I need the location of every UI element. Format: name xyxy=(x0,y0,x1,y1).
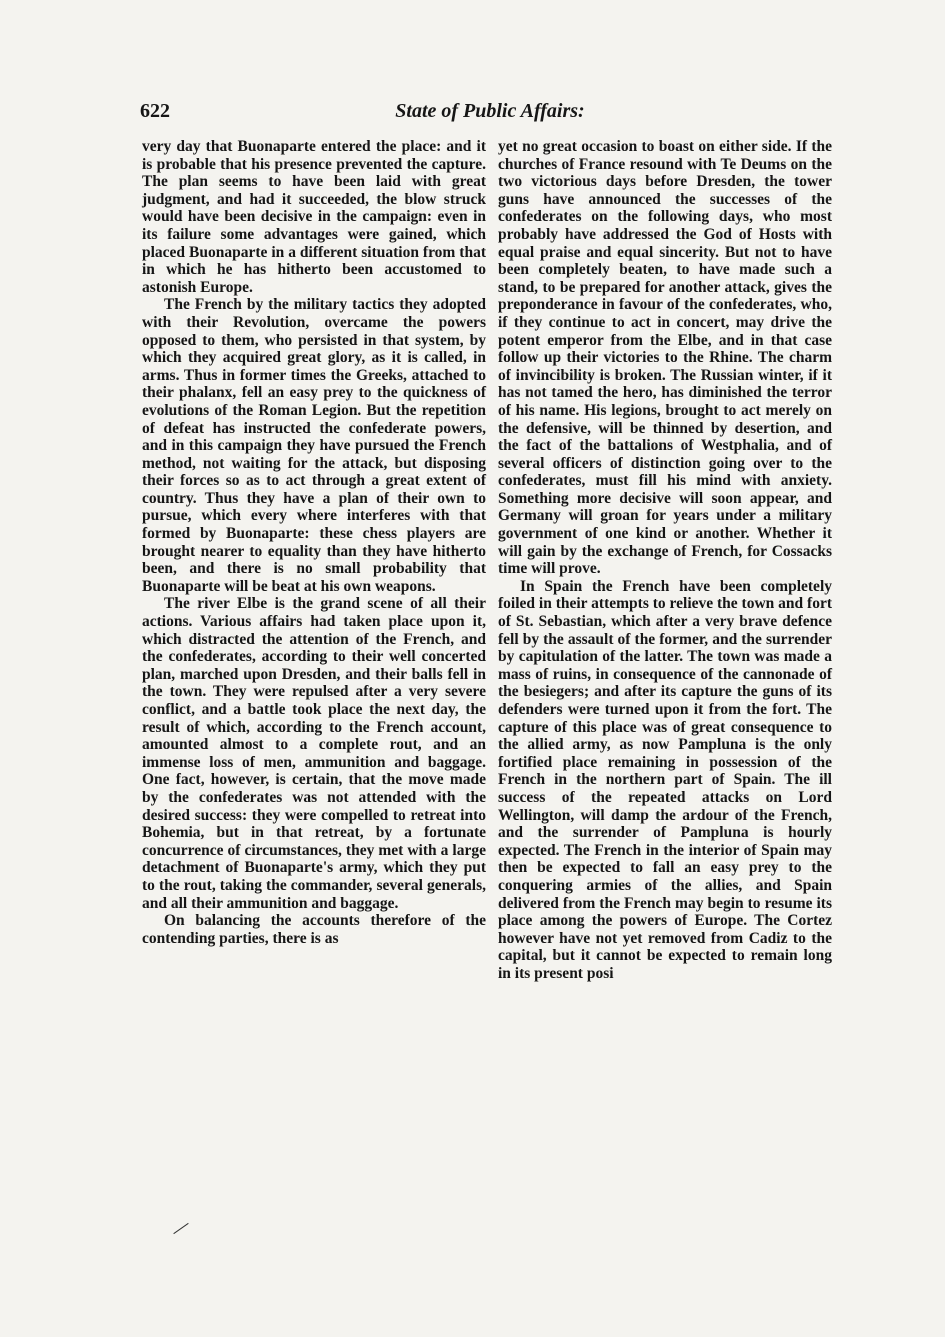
right-paragraph-2: In Spain the French have been completely foiled in their attempts to relieve the town and fort of St. Sebastian, which after a very brave defence fell by the assault of the former, and the surrender by capitulation of the latter. The town was made a mass of ruins, in consequence of the cannonade of the besiegers; and after its capture the guns of its defenders were turned upon it from the fort. The capture of this place was of great consequence to the allied army, as now Pampluna is the only fortified place remaining in possession of the French in the northern part of Spain. The ill success of the repeated attacks on Lord Wellington, will damp the ardour of the French, and the surrender of Pampluna is hourly expected. The French in the interior of Spain may then be expected to fall an easy prey to the conquering armies of the allies, and Spain delivered from the French may begin to resume its place among the powers of Europe. The Cortez however have not yet removed from Cadiz to the capital, but it cannot be expected to remain long in its present posi xyxy=(498,577,832,982)
stray-ink-mark xyxy=(173,1223,188,1234)
left-paragraph-4: On balancing the accounts therefore of the contending parties, there is as xyxy=(142,912,486,947)
page-header xyxy=(140,100,840,130)
right-column xyxy=(498,138,832,983)
right-paragraph-1: yet no great occasion to boast on either side. If the churches of France resound with Te Deums on the two victorious days before Dresden, the tower guns have announced the successes of the confederates on the following days, who most probably have addressed the God of Hosts with equal praise and equal sincerity. But not to have been completely beaten, to have made such a stand, to be prepared for another attack, gives the preponderance in favour of the confederates, who, if they continue to act in concert, may drive the potent emperor from the Elbe, and in that case follow up their victories to the Rhine. The charm of invincibility is broken. The Russian winter, if it has not tamed the hero, has diminished the terror of his name. His legions, brought to act merely on the defensive, will be thinned by desertion, and the fact of the battalions of Westphalia, and of several officers of distinction going over to the confederates, must fill his mind with anxiety. Something more decisive will soon appear, and Germany will groan for years under a military government of one kind or another. Whether it will gain by the exchange of French, for Cossacks time will prove. xyxy=(498,138,832,578)
left-paragraph-2: The French by the military tactics they adopted with their Revolution, overcame the powers opposed to them, who persisted in that system, by which they acquired great glory, as it is called, in arms. Thus in former times the Greeks, attached to their phalanx, fell an easy prey to the quickness of evolutions of the Roman Legion. But the repetition of defeat has instructed the confederate powers, and in this campaign they have pursued the French method, not waiting for the attack, but disposing their forces so as to act through a great extent of country. Thus they have a plan of their own to pursue, which every where interferes with that formed by Buonaparte: these chess players are brought nearer to equality than they have hitherto been, and there is no small probability that Buonaparte will be beat at his own weapons. xyxy=(142,296,486,595)
running-title: State of Public Affairs: xyxy=(395,100,585,122)
left-column xyxy=(142,138,486,947)
page-number: 622 xyxy=(140,100,170,122)
left-paragraph-3: The river Elbe is the grand scene of all their actions. Various affairs had taken place upon it, which distracted the attention of the French, and the confederates, according to their well concerted plan, marched upon Dresden, and their balls fell in the town. They were repulsed after a very severe conflict, and a battle took place the next day, the result of which, according to the French account, amounted almost to a complete rout, and an immense loss of men, ammunition and baggage. One fact, however, is certain, that the move made by the confederates was not attended with the desired success: they were compelled to retreat into Bohemia, but in that retreat, by a fortunate concurrence of circumstances, they met with a large detachment of Buonaparte's army, which they put to the rout, taking the commander, several generals, and all their ammunition and baggage. xyxy=(142,595,486,912)
left-paragraph-1: very day that Buonaparte entered the place: and it is probable that his presence prevented the capture. The plan seems to have been laid with great judgment, and had it succeeded, the blow struck would have been decisive in the campaign: even in its failure some advantages were gained, which placed Buonaparte in a different situation from that in which he has hitherto been accustomed to astonish Europe. xyxy=(142,138,486,296)
